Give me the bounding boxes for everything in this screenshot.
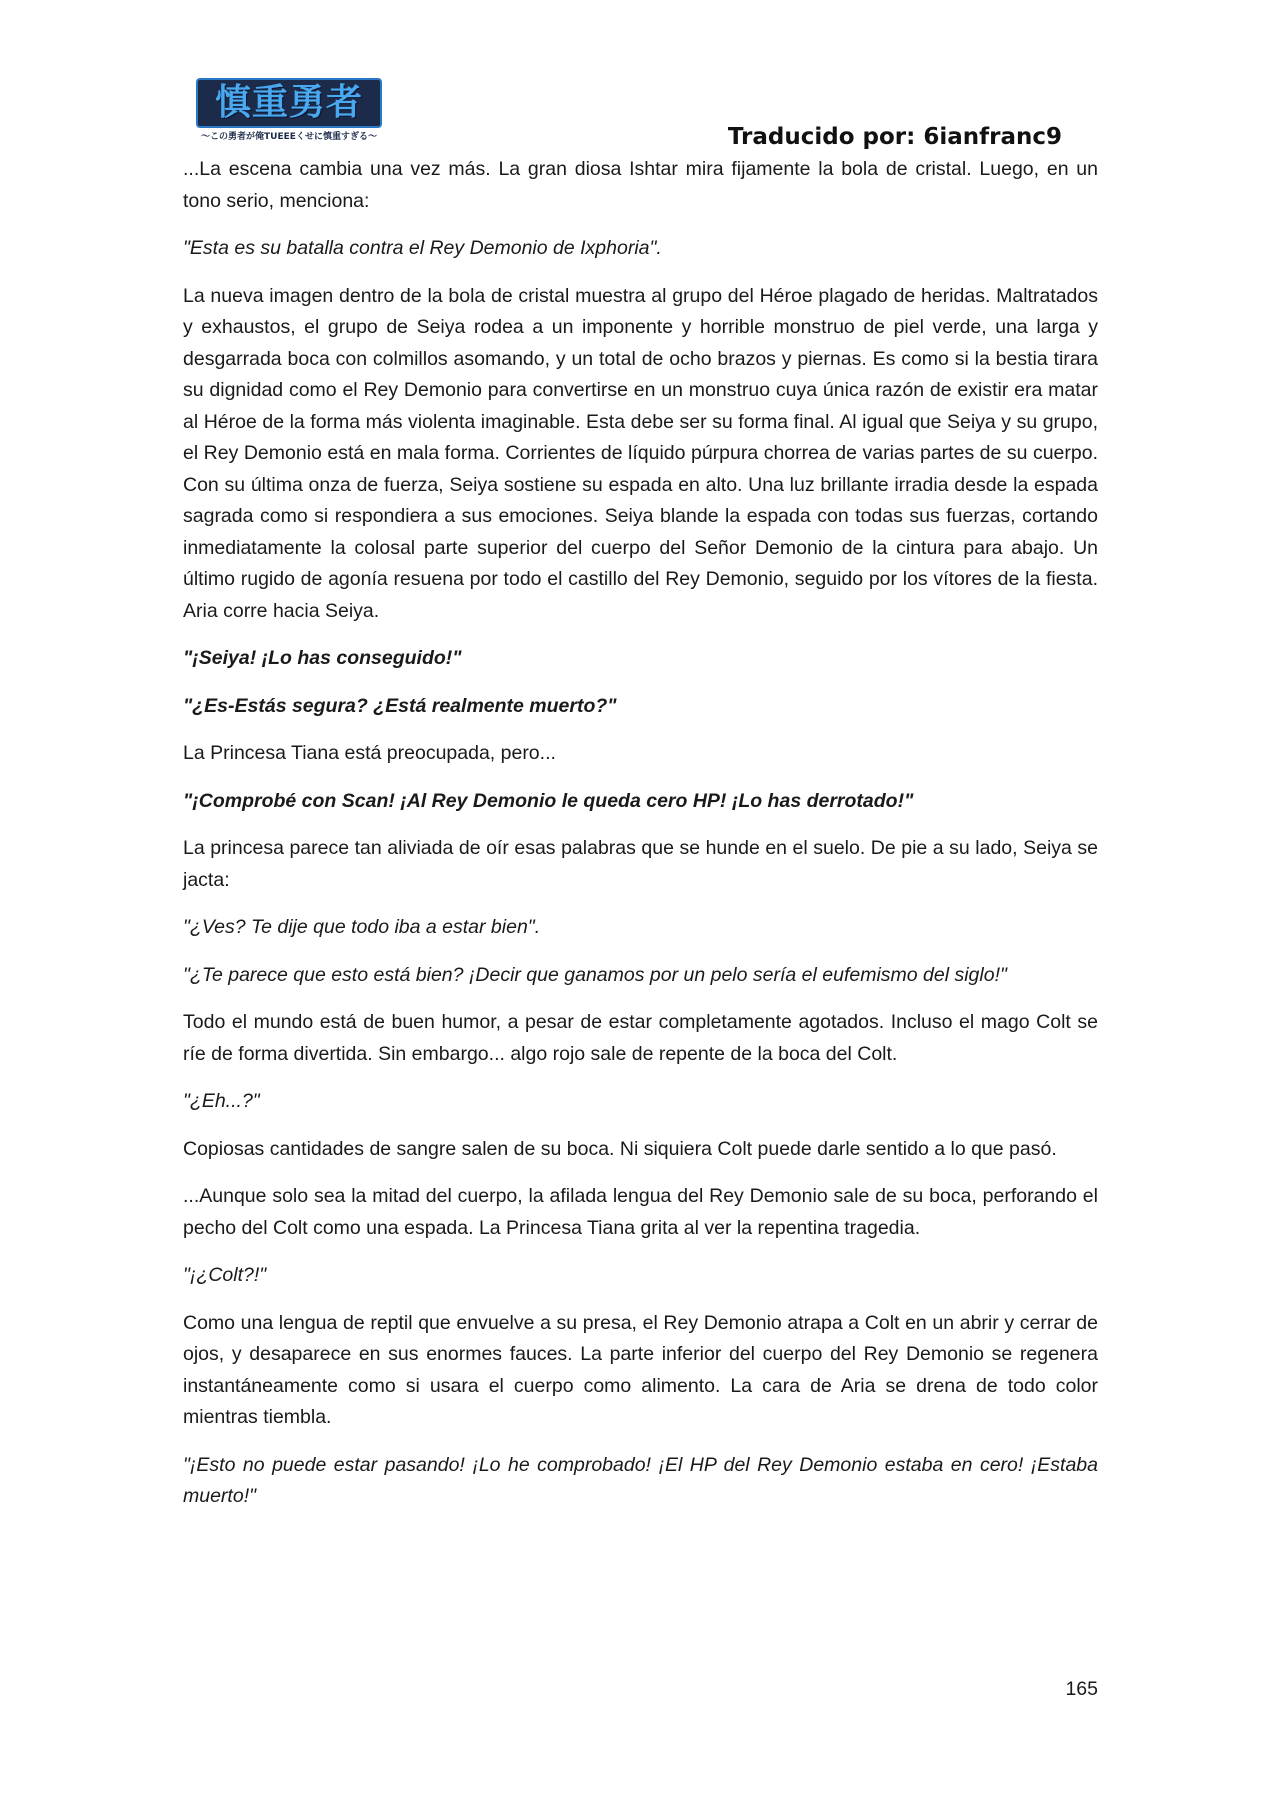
dialogue-line: "¿Es-Estás segura? ¿Está realmente muerto?" <box>183 694 617 717</box>
logo-subtitle: 〜この勇者が俺TUEEEくせに慎重すぎる〜 <box>201 132 377 142</box>
dialogue-line: "¡Comprobé con Scan! ¡Al Rey Demonio le queda cero HP! ¡Lo has derrotado!" <box>183 789 914 812</box>
dialogue-line: "Esta es su batalla contra el Rey Demonio de Ixphoria". <box>183 237 662 259</box>
dialogue-line: "¡Seiya! ¡Lo has conseguido!" <box>183 647 462 669</box>
dialogue-line: "¿Ves? Te dije que todo iba a estar bien". <box>183 916 541 938</box>
paragraph: La nueva imagen dentro de la bola de cristal muestra al grupo del Héroe plagado de heridas. Maltratados y exhaustos, el grupo de Seiya rodea a un imponente y horrible monstruo de piel verde, una larga y desgarrada boca con colmillos asomando, y un total de ocho brazos y piernas. Es como si la bestia tirara su dignidad como el Rey Demonio para convertirse en un monstruo cuya única razón de existir era matar al Héroe de la forma más violenta imaginable. Esta debe ser su forma final. Al igual que Seiya y su grupo, el Rey Demonio está en mala forma. Corrientes de líquido púrpura chorrea de varias partes de su cuerpo. Con su última onza de fuerza, Seiya sostiene su espada en alto. Una luz brillante irradia desde la espada sagrada como si respondiera a sus emociones. Seiya blande la espada con todas sus fuerzas, cortando inmediatamente la colosal parte superior del cuerpo del Señor Demonio de la cintura para abajo. Un último rugido de agonía resuena por todo el castillo del Rey Demonio, seguido por los vítores de la fiesta. Aria corre hacia Seiya. <box>183 284 1098 622</box>
logo-emblem <box>196 78 382 128</box>
paragraph: Copiosas cantidades de sangre salen de su boca. Ni siquiera Colt puede darle sentido a lo que pasó. <box>183 1137 1057 1160</box>
paragraph: Como una lengua de reptil que envuelve a su presa, el Rey Demonio atrapa a Colt en un abrir y cerrar de ojos, y desaparece en sus enormes fauces. La parte inferior del cuerpo del Rey Demonio se regenera instantáneamente como si usara el cuerpo como alimento. La cara de Aria se drena de todo color mientras tiembla. <box>183 1311 1098 1428</box>
dialogue-line: "¡Esto no puede estar pasando! ¡Lo he comprobado! ¡El HP del Rey Demonio estaba en cero! ¡Estaba muerto!" <box>183 1453 1098 1507</box>
dialogue-line: "¡¿Colt?!" <box>183 1264 267 1286</box>
series-logo <box>196 78 382 144</box>
dialogue-line: "¿Te parece que esto está bien? ¡Decir que ganamos por un pelo sería el eufemismo del siglo!" <box>183 963 1007 986</box>
translator-credit: Traducido por: 6ianfranc9 <box>727 124 1062 150</box>
paragraph: ...La escena cambia una vez más. La gran diosa Ishtar mira fijamente la bola de cristal. Luego, en un tono serio, menciona: <box>183 158 1098 212</box>
paragraph: Todo el mundo está de buen humor, a pesar de estar completamente agotados. Incluso el mago Colt se ríe de forma divertida. Sin embargo... algo rojo sale de repente de la boca del Colt. <box>183 1011 1098 1065</box>
page-body <box>183 154 1098 1529</box>
paragraph: La princesa parece tan aliviada de oír esas palabras que se hunde en el suelo. De pie a su lado, Seiya se jacta: <box>183 837 1098 891</box>
page-number: 165 <box>1065 1678 1098 1700</box>
paragraph: ...Aunque solo sea la mitad del cuerpo, la afilada lengua del Rey Demonio sale de su boca, perforando el pecho del Colt como una espada. La Princesa Tiana grita al ver la repentina tragedia. <box>183 1185 1098 1239</box>
paragraph: La Princesa Tiana está preocupada, pero... <box>183 742 556 764</box>
logo-title: 慎重勇者 <box>214 82 363 123</box>
dialogue-line: "¿Eh...?" <box>183 1090 260 1112</box>
